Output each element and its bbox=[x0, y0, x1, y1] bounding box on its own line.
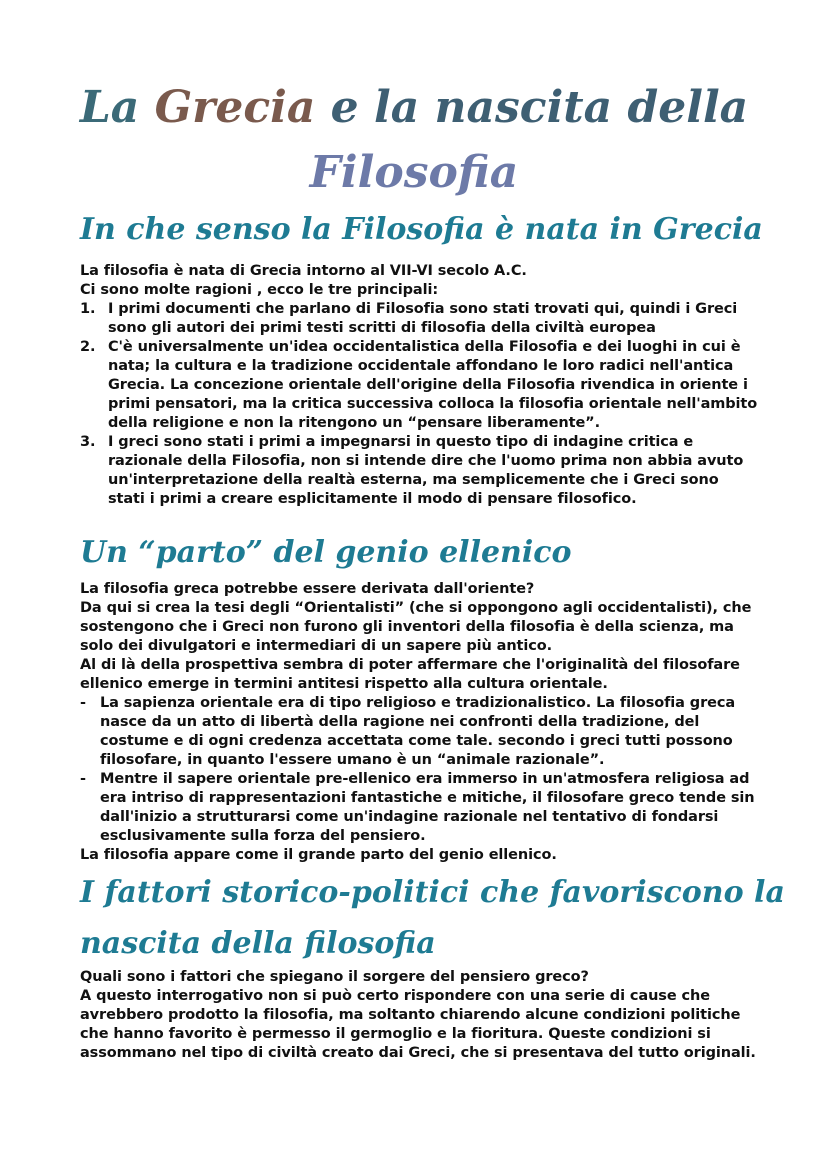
title-rest: e la nascita della bbox=[315, 82, 749, 133]
list-item bbox=[80, 770, 760, 846]
list-item bbox=[80, 300, 760, 338]
list-item-text: La sapienza orientale era di tipo religioso e tradizionalistico. La filosofia greca nasce da un atto di libertà della ragione nei confronti della tradizione, del costume e di ogni credenza accettata come tale. secondo i greci tutti possono filosofare, in quanto l'essere umano è un “animale razionale”. bbox=[100, 695, 736, 768]
list-number: 2. bbox=[80, 339, 96, 355]
list-number: 1. bbox=[80, 301, 96, 317]
section3-paragraph: Quali sono i fattori che spiegano il sorgere del pensiero greco? bbox=[80, 969, 589, 985]
list-number: 3. bbox=[80, 434, 96, 450]
list-item bbox=[80, 338, 760, 433]
title-word-la: La bbox=[79, 82, 155, 133]
section3-paragraph: A questo interrogativo non si può certo rispondere con una serie di cause che avrebbero prodotto la filosofia, ma soltanto chiarendo alcune condizioni politiche che hanno favorito è permesso il germoglio e la fioritura. Queste condizioni si assommano nel tipo di civiltà creato dai Greci, che si presentava del tutto originali. bbox=[80, 988, 756, 1061]
section3-heading-line2: nascita della filosofia bbox=[80, 926, 436, 961]
section2-outro: La filosofia appare come il grande parto del genio ellenico. bbox=[80, 847, 557, 863]
section2-body bbox=[80, 580, 760, 865]
section1-heading: In che senso la Filosofia è nata in Grecia bbox=[80, 212, 763, 247]
section2-intro-line: Al di là della prospettiva sembra di poter affermare che l'originalità del filosofare ellenico emerge in termini antitesi rispetto alla cultura orientale. bbox=[80, 657, 740, 692]
section2-intro-line: Da qui si crea la tesi degli “Orientalisti” (che si oppongono agli occidentalisti), che sostengono che i Greci non furono gli inventori della filosofia è della scienza, ma solo dei divulgatori e intermediari di un sapere più antico. bbox=[80, 600, 752, 654]
section3-body bbox=[80, 968, 760, 1063]
document-title-line2 bbox=[40, 143, 788, 203]
document-title bbox=[40, 78, 788, 138]
section3-heading: I fattori storico-politici che favoriscono la bbox=[80, 875, 785, 910]
section1-list bbox=[80, 300, 760, 509]
title-word-filosofia: Filosofia bbox=[309, 147, 519, 198]
list-dash: - bbox=[80, 771, 86, 787]
section1-intro-line: La filosofia è nata di Grecia intorno al VII-VI secolo A.C. bbox=[80, 263, 527, 279]
list-item-text: Mentre il sapere orientale pre-ellenico era immerso in un'atmosfera religiosa ad era intriso di rappresentazioni fantastiche e mitiche, il filosofare greco tende sin dall'inizio a strutturarsi come un'indagine razionale nel tentativo di fondarsi esclusivamente sulla forza del pensiero. bbox=[100, 771, 755, 844]
section2-heading: Un “parto” del genio ellenico bbox=[80, 535, 572, 570]
list-dash: - bbox=[80, 695, 86, 711]
list-item-text: I primi documenti che parlano di Filosofia sono stati trovati qui, quindi i Greci sono gli autori dei primi testi scritti di filosofia della civiltà europea bbox=[108, 301, 738, 336]
section2-list bbox=[80, 694, 760, 846]
section1-intro-line: Ci sono molte ragioni , ecco le tre principali: bbox=[80, 282, 439, 298]
section1-body bbox=[80, 262, 760, 509]
list-item bbox=[80, 433, 760, 509]
section2-intro-line: La filosofia greca potrebbe essere derivata dall'oriente? bbox=[80, 581, 535, 597]
list-item-text: I greci sono stati i primi a impegnarsi in questo tipo di indagine critica e razionale della Filosofia, non si intende dire che l'uomo prima non abbia avuto un'interpretazione della realtà esterna, ma semplicemente che i Greci sono stati i primi a creare esplicitamente il modo di pensare filosofico. bbox=[108, 434, 744, 507]
list-item-text: C'è universalmente un'idea occidentalistica della Filosofia e dei luoghi in cui è nata; la cultura e la tradizione occidentale affondano le loro radici nell'antica Grecia. La concezione orientale dell'origine della Filosofia rivendica in oriente i primi pensatori, ma la critica successiva colloca la filosofia orientale nell'ambito della religione e non la ritengono un “pensare liberamente”. bbox=[108, 339, 758, 431]
list-item bbox=[80, 694, 760, 770]
title-word-grecia: Grecia bbox=[154, 82, 316, 133]
